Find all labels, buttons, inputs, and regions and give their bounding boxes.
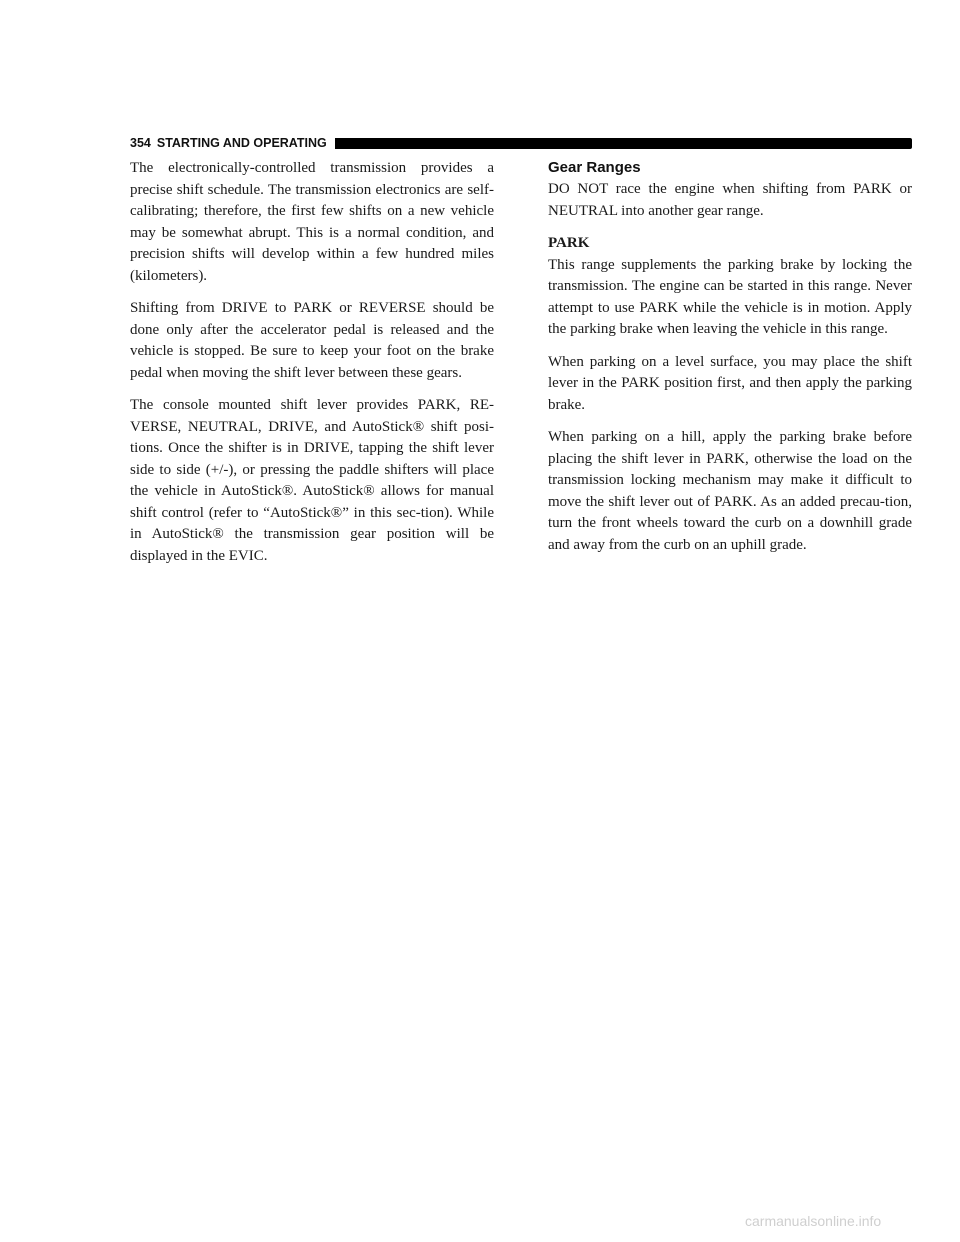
section-title: STARTING AND OPERATING	[156, 136, 327, 150]
left-column	[130, 158, 494, 578]
page-header	[130, 135, 912, 151]
page-number: 354	[130, 136, 151, 150]
header-rule	[335, 138, 912, 149]
paragraph: The console mounted shift lever provides PARK, RE-VERSE, NEUTRAL, DRIVE, and AutoStick® shift posi-tions. Once the shifter is in DRIVE, tapping the shift lever side to side (+/-), or pressing the paddle shifters will place the vehicle in AutoStick®. AutoStick® allows for manual shift control (refer to “AutoStick®” in this sec-tion). While in AutoStick® the transmission gear position will be displayed in the EVIC.	[130, 397, 494, 564]
paragraph: The electronically-controlled transmission provides a precise shift schedule. The transmission electronics are self-calibrating; therefore, the first few shifts on a new vehicle may be somewhat abrupt. This is a normal condition, and precision shifts will develop within a few hundred miles (kilometers).	[130, 160, 494, 284]
watermark-footer: carmanualsonline.info	[745, 1213, 882, 1229]
paragraph: When parking on a hill, apply the parking brake before placing the shift lever in PARK, otherwise the load on the transmission locking mechanism may make it difficult to move the shift lever out of PARK. As an added precau-tion, turn the front wheels toward the curb on a downhill grade and away from the curb on an uphill grade.	[548, 429, 912, 553]
right-column	[548, 158, 912, 567]
subheading: PARK	[548, 235, 590, 251]
paragraph: This range supplements the parking brake by locking the transmission. The engine can be started in this range. Never attempt to use PARK while the vehicle is in motion. Apply the parking brake when leaving the vehicle in this range.	[548, 256, 912, 337]
paragraph: When parking on a level surface, you may place the shift lever in the PARK position first, and then apply the parking brake.	[548, 353, 912, 413]
section-heading: Gear Ranges	[548, 159, 641, 176]
paragraph: DO NOT race the engine when shifting from PARK or NEUTRAL into another gear range.	[548, 181, 912, 219]
paragraph: Shifting from DRIVE to PARK or REVERSE should be done only after the accelerator pedal is released and the vehicle is stopped. Be sure to keep your foot on the brake pedal when moving the shift lever between these gears.	[130, 300, 494, 381]
